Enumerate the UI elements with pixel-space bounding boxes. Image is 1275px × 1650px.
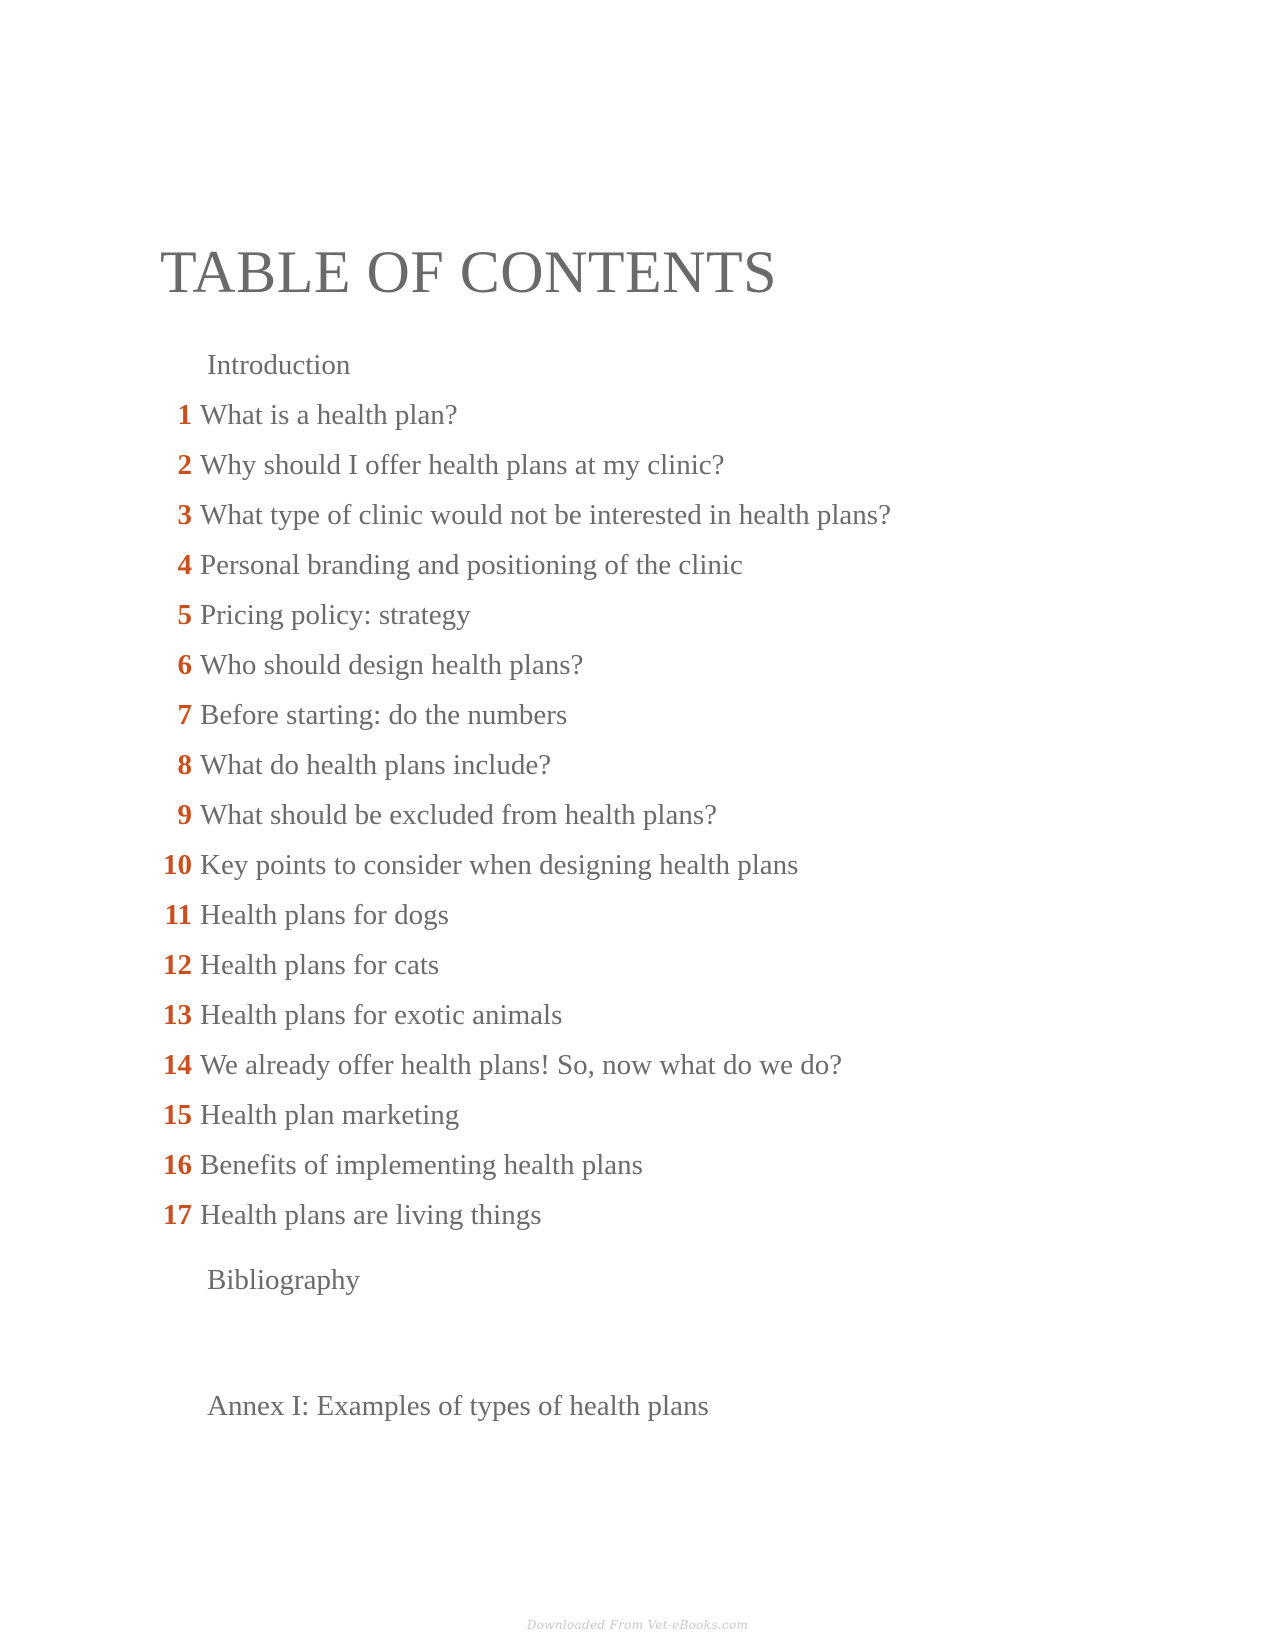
chapter-number: 15: [163, 1099, 192, 1131]
toc-entry-chapter-8[interactable]: [160, 745, 551, 785]
chapter-number: 9: [177, 799, 192, 831]
chapter-title: We already offer health plans! So, now what do we do?: [200, 1049, 843, 1081]
chapter-title: Health plan marketing: [200, 1099, 460, 1131]
chapter-title: Health plans for cats: [200, 949, 440, 981]
toc-entry-chapter-17[interactable]: [160, 1195, 542, 1235]
chapter-title: Why should I offer health plans at my clinic?: [200, 449, 725, 481]
chapter-number: 3: [177, 499, 192, 531]
chapter-number: 5: [177, 599, 192, 631]
toc-entry-chapter-2[interactable]: [160, 445, 725, 485]
download-watermark: Downloaded From Vet-eBooks.com: [526, 1618, 749, 1632]
toc-entry-bibliography[interactable]: Bibliography: [207, 1264, 361, 1296]
chapter-number: 6: [177, 649, 192, 681]
toc-entry-chapter-3[interactable]: [160, 495, 891, 535]
toc-entry-chapter-14[interactable]: [160, 1045, 842, 1085]
toc-entry-chapter-6[interactable]: [160, 645, 583, 685]
chapter-number: 11: [164, 899, 192, 931]
chapter-title: Benefits of implementing health plans: [200, 1149, 643, 1181]
page-title: TABLE OF CONTENTS: [160, 239, 778, 305]
chapter-number: 1: [177, 399, 192, 431]
chapter-number: 8: [177, 749, 192, 781]
toc-entry-introduction[interactable]: Introduction: [207, 349, 351, 381]
toc-entry-chapter-9[interactable]: [160, 795, 717, 835]
chapter-title: What do health plans include?: [200, 749, 552, 781]
toc-entry-chapter-12[interactable]: [160, 945, 439, 985]
toc-entry-chapter-5[interactable]: [160, 595, 471, 635]
chapter-title: Personal branding and positioning of the clinic: [200, 549, 743, 581]
chapter-number: 17: [163, 1199, 192, 1231]
chapter-title: Pricing policy: strategy: [200, 599, 471, 631]
chapter-number: 2: [177, 449, 192, 481]
chapter-title: What should be excluded from health plans?: [200, 799, 718, 831]
chapter-number: 14: [163, 1049, 192, 1081]
toc-entry-chapter-1[interactable]: [160, 395, 458, 435]
toc-entry-chapter-11[interactable]: [160, 895, 449, 935]
chapter-title: Key points to consider when designing health plans: [200, 849, 799, 881]
chapter-number: 12: [163, 949, 192, 981]
chapter-title: Health plans for dogs: [200, 899, 449, 931]
toc-entry-chapter-16[interactable]: [160, 1145, 643, 1185]
chapter-number: 10: [163, 849, 192, 881]
toc-entry-chapter-7[interactable]: [160, 695, 567, 735]
chapter-title: Who should design health plans?: [200, 649, 584, 681]
chapter-title: What type of clinic would not be interested in health plans?: [200, 499, 891, 531]
chapter-number: 16: [163, 1149, 192, 1181]
chapter-title: What is a health plan?: [200, 399, 458, 431]
toc-entry-chapter-10[interactable]: [160, 845, 798, 885]
toc-entry-chapter-15[interactable]: [160, 1095, 459, 1135]
chapter-title: Before starting: do the numbers: [200, 699, 568, 731]
chapter-title: Health plans for exotic animals: [200, 999, 563, 1031]
toc-entry-chapter-13[interactable]: [160, 995, 562, 1035]
chapter-number: 13: [163, 999, 192, 1031]
chapter-number: 4: [177, 549, 192, 581]
chapter-title: Health plans are living things: [200, 1199, 542, 1231]
chapter-number: 7: [177, 699, 192, 731]
toc-entry-annex[interactable]: Annex I: Examples of types of health plans: [207, 1390, 709, 1422]
toc-entry-chapter-4[interactable]: [160, 545, 743, 585]
